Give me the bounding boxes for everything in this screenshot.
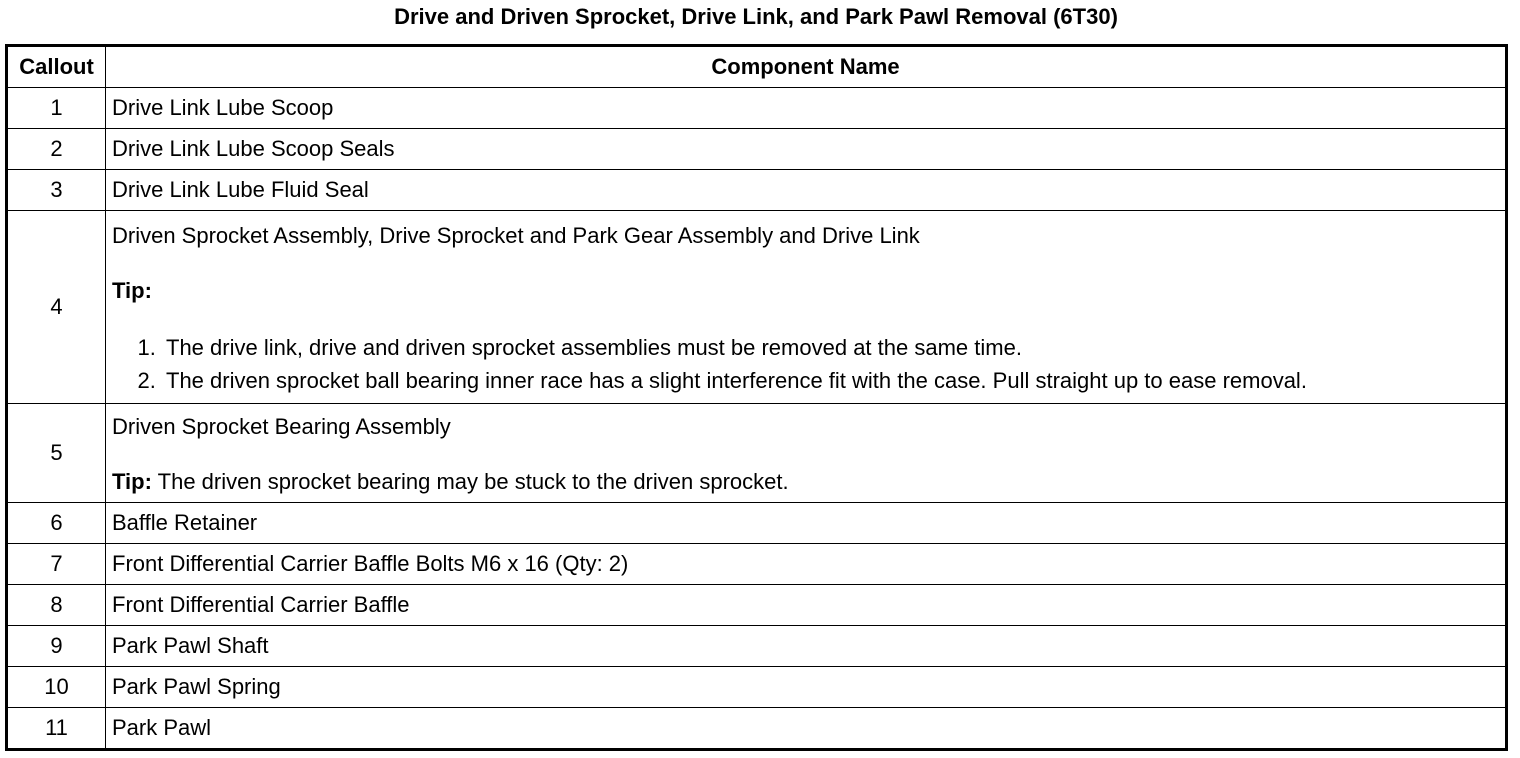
component-name-cell: Park Pawl Shaft [106, 626, 1507, 667]
callout-cell: 1 [7, 88, 106, 129]
table-row [7, 667, 1507, 708]
component-name-cell: Drive Link Lube Scoop Seals [106, 129, 1507, 170]
table-row [7, 129, 1507, 170]
components-table [5, 44, 1508, 751]
callout-cell: 3 [7, 170, 106, 211]
tip-label: Tip: [112, 278, 152, 303]
component-name-cell: Baffle Retainer [106, 503, 1507, 544]
callout-cell: 5 [7, 404, 106, 503]
component-name-cell: Front Differential Carrier Baffle [106, 585, 1507, 626]
table-row [7, 544, 1507, 585]
tip-label: Tip: [112, 469, 152, 494]
tip-paragraph [112, 467, 1499, 496]
table-row [7, 404, 1507, 503]
component-name-cell [106, 211, 1507, 404]
table-row [7, 503, 1507, 544]
callout-cell: 11 [7, 708, 106, 750]
component-name-cell [106, 404, 1507, 503]
tip-text: The driven sprocket bearing may be stuck to the driven sprocket. [157, 469, 789, 494]
tip-item: 2. The driven sprocket ball bearing inner race has a slight interference fit with the case. Pull straight up to ease removal. [162, 364, 1499, 397]
column-header-component-name: Component Name [106, 46, 1507, 88]
table-header-row [7, 46, 1507, 88]
component-name-cell: Drive Link Lube Fluid Seal [106, 170, 1507, 211]
callout-cell: 7 [7, 544, 106, 585]
component-name-text: Driven Sprocket Bearing Assembly [112, 414, 451, 439]
column-header-callout: Callout [7, 46, 106, 88]
table-row [7, 211, 1507, 404]
page-title: Drive and Driven Sprocket, Drive Link, and Park Pawl Removal (6T30) [394, 4, 1118, 29]
tip-list [112, 331, 1499, 397]
component-name-text: Driven Sprocket Assembly, Drive Sprocket and Park Gear Assembly and Drive Link [112, 223, 920, 248]
callout-cell: 4 [7, 211, 106, 404]
table-row [7, 585, 1507, 626]
component-name-cell: Front Differential Carrier Baffle Bolts M6 x 16 (Qty: 2) [106, 544, 1507, 585]
callout-cell: 8 [7, 585, 106, 626]
component-name-cell: Drive Link Lube Scoop [106, 88, 1507, 129]
table-row [7, 626, 1507, 667]
tip-item: 1. The drive link, drive and driven sprocket assemblies must be removed at the same time. [162, 331, 1499, 364]
callout-cell: 2 [7, 129, 106, 170]
table-row [7, 708, 1507, 750]
component-name-cell: Park Pawl [106, 708, 1507, 750]
component-name-cell: Park Pawl Spring [106, 667, 1507, 708]
callout-cell: 10 [7, 667, 106, 708]
table-row [7, 88, 1507, 129]
callout-cell: 9 [7, 626, 106, 667]
table-row [7, 170, 1507, 211]
callout-cell: 6 [7, 503, 106, 544]
